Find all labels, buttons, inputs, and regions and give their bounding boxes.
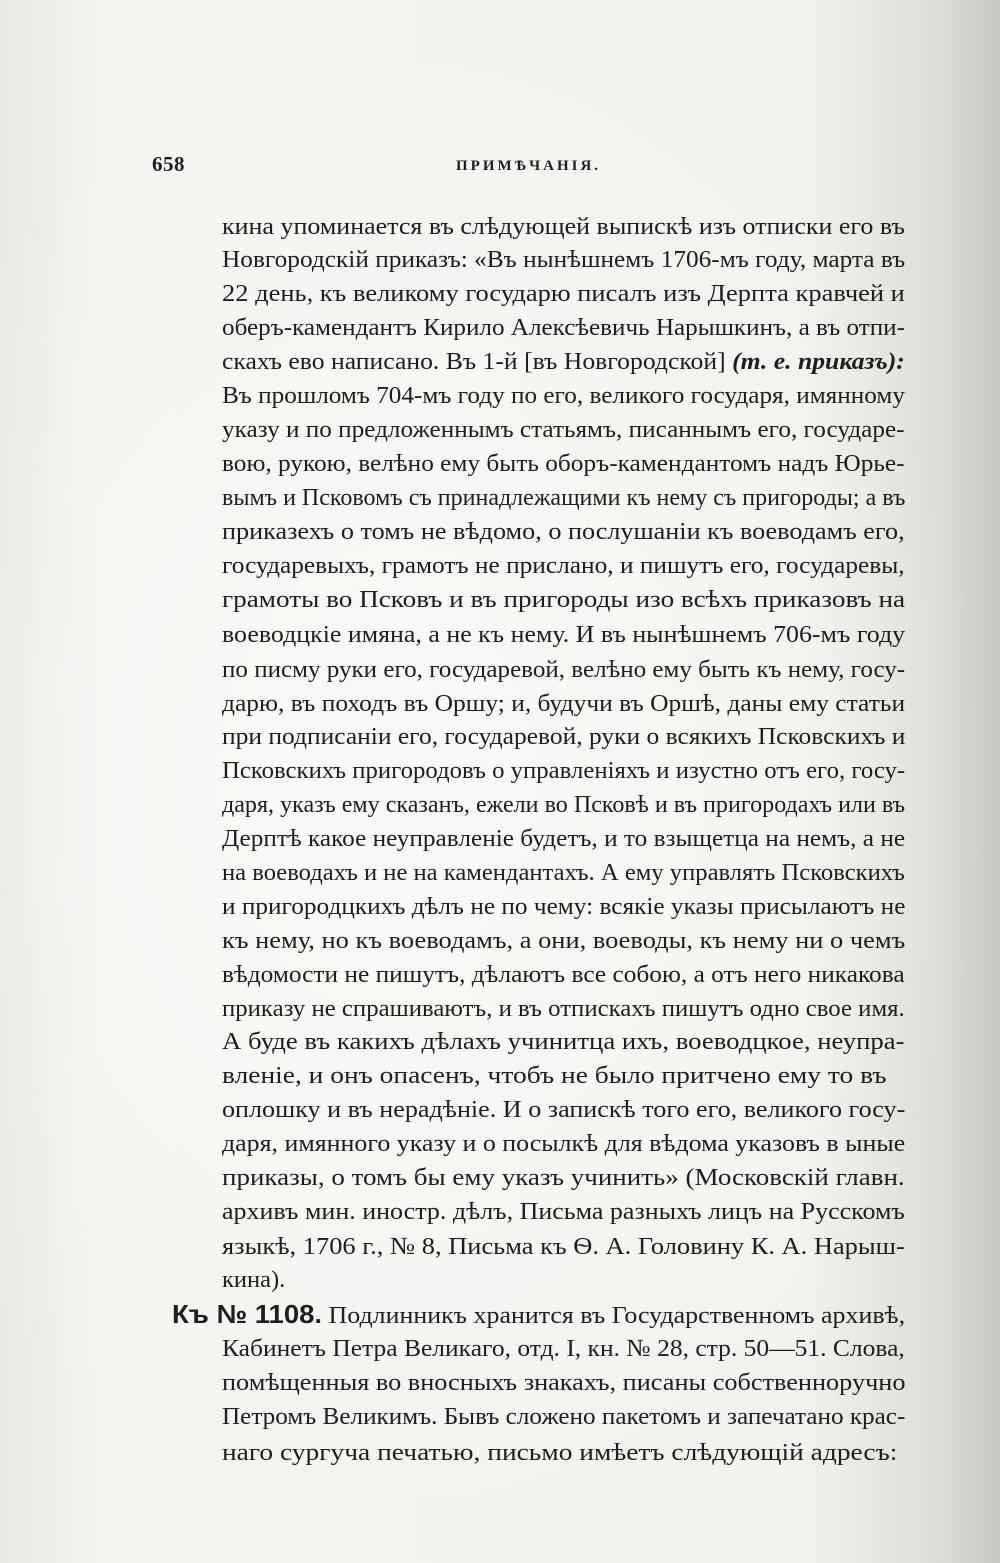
line-text: языкѣ, 1706 г., № 8, Письма къ Ѳ. А. Головину К. А. Нарыш- [222, 1233, 905, 1260]
line-text: указу и по предложеннымъ статьямъ, писаннымъ его, государе- [222, 416, 905, 443]
line-text: приказехъ о томъ не вѣдомо, о послушаніи къ воеводамъ его, [222, 518, 905, 545]
line-text: воеводцкіе имяна, а не къ нему. И въ нынѣшнемъ 706-мъ году [222, 621, 906, 648]
text-line [222, 1368, 906, 1398]
text-line [222, 620, 905, 650]
italic-remark: (т. е. приказъ): [732, 348, 905, 375]
line-text: Въ прошломъ 704-мъ году по его, великого государя, имянному [222, 382, 905, 409]
text-line [222, 756, 905, 786]
line-text: при подписаніи его, государевой, руки о всякихъ Псковскихъ и [222, 723, 906, 750]
text-line [222, 1265, 285, 1295]
page-number: 658 [152, 152, 185, 176]
line-text: наго сургуча печатью, письмо имѣетъ слѣдующій адресъ: [222, 1439, 898, 1466]
text-line [222, 960, 905, 990]
line-text: Петромъ Великимъ. Бывъ сложено пакетомъ и запечатано крас- [222, 1403, 906, 1430]
text-line [222, 1129, 905, 1159]
text-line [222, 381, 905, 411]
text-line [222, 926, 905, 956]
text-line [222, 790, 905, 820]
text-line [222, 313, 905, 343]
line-text: даря, указъ ему сказанъ, ежели во Псковѣ и въ пригородахъ или въ [222, 791, 906, 818]
line-text: кина). [222, 1266, 286, 1293]
text-line [222, 1061, 887, 1091]
line-text: Подлинникъ хранится въ Государственномъ архивѣ, [322, 1302, 906, 1329]
text-line [222, 1232, 905, 1262]
line-text: Новгородскій приказъ: «Въ нынѣшнемъ 1706-мъ году, марта въ [222, 246, 906, 273]
line-text: Кабинетъ Петра Великаго, отд. I, кн. № 28, стр. 50—51. Слова, [222, 1335, 905, 1362]
text-line [222, 655, 905, 685]
text-line [222, 858, 905, 888]
text-line [222, 347, 905, 377]
text-line [222, 1163, 905, 1193]
line-text: вою, рукою, велѣно ему быть оборъ-камендантомъ надъ Юрье- [222, 450, 905, 477]
line-text: Дерптѣ какое неуправленіе будетъ, и то взыщетца на немъ, а не [222, 825, 906, 852]
line-text: вымъ и Псковомъ съ принадлежащими къ нему съ пригороды; а въ [222, 484, 906, 511]
text-line [222, 1027, 905, 1057]
running-title: ПРИМѢЧАНІЯ. [456, 158, 602, 174]
text-line [222, 892, 905, 922]
line-text: грамоты во Псковъ и въ пригороды изо всѣхъ приказовъ на [222, 586, 906, 613]
line-text: вленіе, и онъ опасенъ, чтобъ не было притчено ему то въ [222, 1062, 887, 1089]
line-text: и пригородцкихъ дѣлъ не по чему: всякіе указы присылаютъ не [222, 893, 906, 920]
line-text: кина упоминается въ слѣдующей выпискѣ изъ отписки его въ [222, 213, 905, 240]
text-line [222, 415, 905, 445]
text-line [222, 449, 905, 479]
line-text: государевыхъ, грамотъ не прислано, и пишутъ его, государевы, [222, 552, 905, 579]
line-text: Псковскихъ пригородовъ о управленіяхъ и изустно отъ его, госу- [222, 757, 906, 784]
line-text: на воеводахъ и не на камендантахъ. А ему управлять Псковскихъ [222, 859, 905, 886]
text-line [222, 1095, 905, 1125]
line-text: помѣщенныя во вносныхъ знакахъ, писаны собственноручно [222, 1369, 906, 1396]
text-line [222, 1402, 905, 1432]
line-text: къ нему, но къ воеводамъ, а они, воеводы, къ нему ни о чемъ [222, 927, 906, 954]
text-line [222, 689, 905, 719]
text-line [222, 824, 905, 854]
text-line [222, 722, 905, 752]
text-line [222, 1334, 905, 1364]
line-text: оплошку и въ нерадѣніе. И о запискѣ того его, великого госу- [222, 1096, 906, 1123]
line-text: оберъ-камендантъ Кирило Алексѣевичь Нарышкинъ, а въ отпи- [222, 314, 905, 341]
line-text: 22 день, къ великому государю писалъ изъ Дерпта кравчей и [222, 280, 905, 307]
text-line [222, 483, 905, 513]
text-line [222, 245, 905, 275]
note-heading-line [172, 1299, 905, 1331]
line-text: по писму руки его, государевой, велѣно ему быть къ нему, госу- [222, 656, 906, 683]
text-line [222, 585, 905, 615]
line-text: вѣдомости не пишутъ, дѣлаютъ все собою, а отъ него никакова [222, 961, 905, 988]
line-text: архивъ мин. иностр. дѣлъ, Письма разныхъ лицъ на Русскомъ [222, 1198, 905, 1225]
text-line [222, 994, 905, 1024]
text-line [222, 551, 905, 581]
line-text: дарю, въ походъ въ Оршу; и, будучи въ Оршѣ, даны ему статьи [222, 690, 906, 717]
line-text: приказу не спрашиваютъ, и въ отпискахъ пишутъ одно свое имя. [222, 995, 905, 1022]
line-text: даря, имянного указу и о посылкѣ для вѣдома указовъ в ыные [222, 1130, 906, 1157]
text-line [222, 279, 905, 309]
text-line [222, 1197, 905, 1227]
note-number-label: Къ № 1108. [172, 1299, 323, 1329]
line-text: приказы, о томъ бы ему указъ учинить» (Московскій главн. [222, 1164, 905, 1191]
line-text: А буде въ какихъ дѣлахъ учинитца ихъ, воеводцкое, неупра- [222, 1028, 905, 1055]
text-line [222, 1438, 897, 1468]
text-line [222, 517, 905, 547]
text-line [222, 212, 905, 242]
line-text: скахъ ево написано. Въ 1-й [въ Новгородской] [222, 348, 733, 375]
